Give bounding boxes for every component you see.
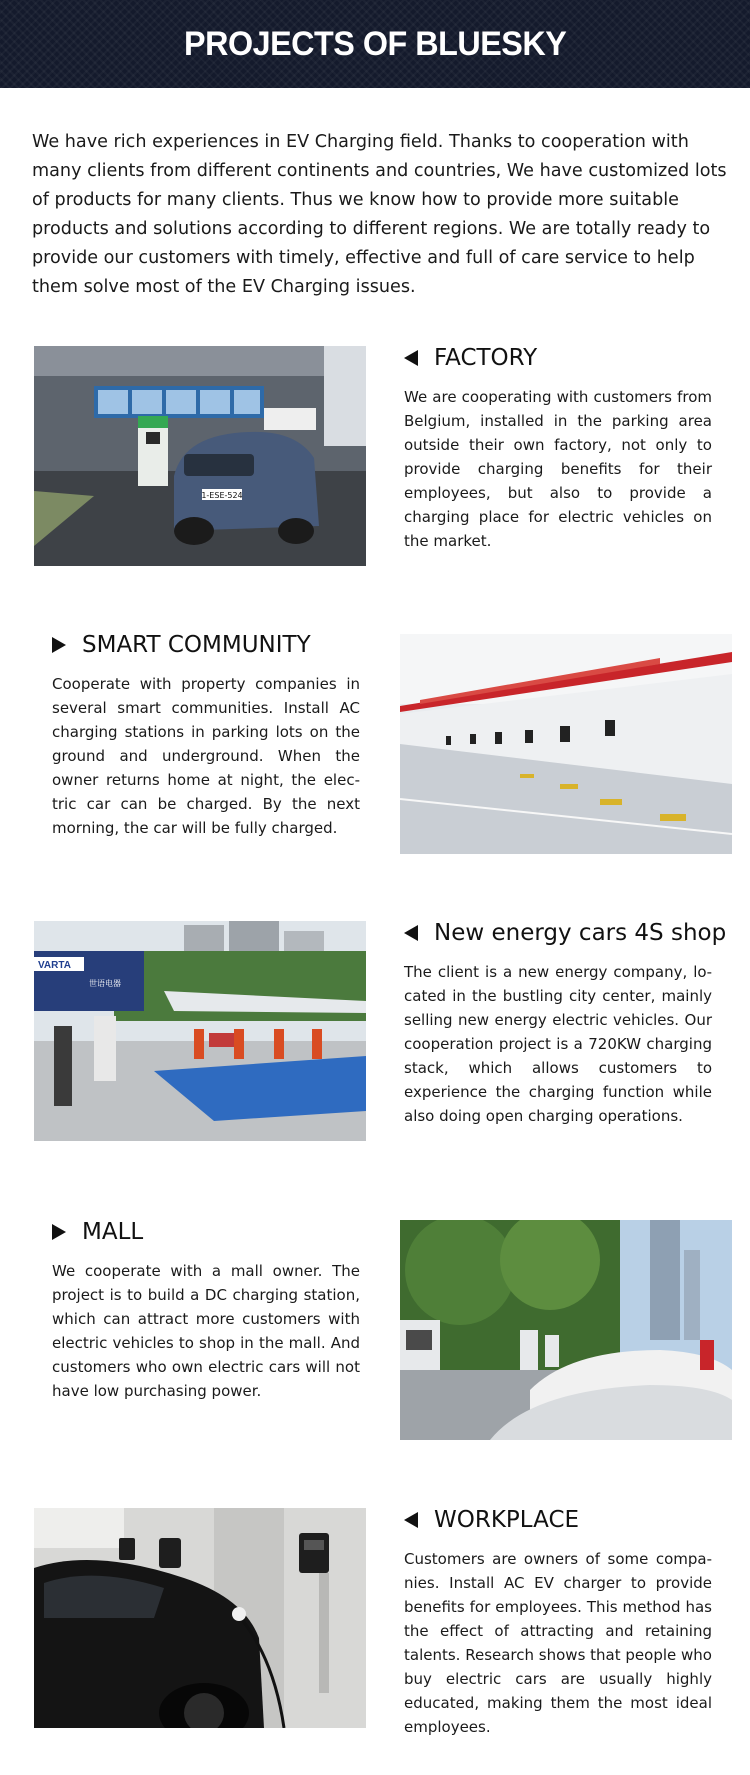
page-banner [0, 0, 750, 88]
factory-heading [404, 343, 712, 373]
factory-title: FACTORY [434, 345, 538, 371]
triangle-left-icon [404, 350, 418, 366]
shop-heading [404, 918, 727, 948]
triangle-left-icon [404, 925, 418, 941]
community-text: Cooperate with property companies in several smart communities. Install AC charging stations in parking lots on the ground and underground. When the owner returns home at night, the electric car can be charged. By the next morning, the car will be fully charged. [52, 675, 360, 837]
triangle-right-icon [52, 637, 66, 653]
triangle-left-icon [404, 1512, 418, 1528]
triangle-right-icon [52, 1224, 66, 1240]
mall-title: MALL [82, 1219, 144, 1245]
factory-section [404, 343, 712, 553]
shop-text: The client is a new energy company, located in the bustling city center, mainly selling new energy electric vehicles. Our cooperation project is a 720KW charging stack, which allows customers to experience the charging function while also doing open charging operations. [404, 963, 712, 1125]
factory-text: We are cooperating with customers from Belgium, installed in the parking area outside their own factory, not only to provide charging benefits for their employees, but also to provide a charging place for electric vehicles on the market. [404, 388, 712, 550]
mall-section [52, 1217, 360, 1403]
intro-paragraph: We have rich experiences in EV Charging field. Thanks to cooperation with many clients from different continents and countries, We have customized lots of products for many clients. Thus we know how to provide more suitable products and solutions according to different regions. We are totally ready to provide our customers with timely, effective and full of care service to help them solve most of the EV Charging issues. [32, 132, 727, 297]
community-photo [400, 634, 732, 854]
varta-sign: VARTA [38, 960, 71, 971]
mall-heading [52, 1217, 360, 1247]
workplace-text: Customers are owners of some companies. Install AC EV charger to provide benefits for employees. This method has the effect of attracting and retaining talents. Research shows that people who buy electric cars are usually highly educated, making them the most ideal employees. [404, 1550, 712, 1736]
workplace-section [404, 1505, 712, 1739]
mall-photo [400, 1220, 732, 1440]
shop-title: New energy cars 4S shop [434, 920, 727, 946]
mall-text: We cooperate with a mall owner. The project is to build a DC charging station, which can attract more customers with electric vehicles to shop in the mall. And customers who own electric cars will not have low purchasing power. [52, 1262, 360, 1400]
workplace-heading [404, 1505, 712, 1535]
factory-photo [34, 346, 366, 566]
license-plate: 1-ESE-524 [201, 491, 243, 500]
workplace-title: WORKPLACE [434, 1507, 580, 1533]
community-heading [52, 630, 360, 660]
shop-photo [34, 921, 366, 1141]
shop-sign: 世语电器 [89, 979, 121, 988]
community-section [52, 630, 360, 840]
community-title: SMART COMMUNITY [82, 632, 311, 658]
workplace-photo [34, 1508, 366, 1728]
shop-section [404, 918, 727, 1128]
page-title: PROJECTS OF BLUESKY [183, 24, 567, 63]
